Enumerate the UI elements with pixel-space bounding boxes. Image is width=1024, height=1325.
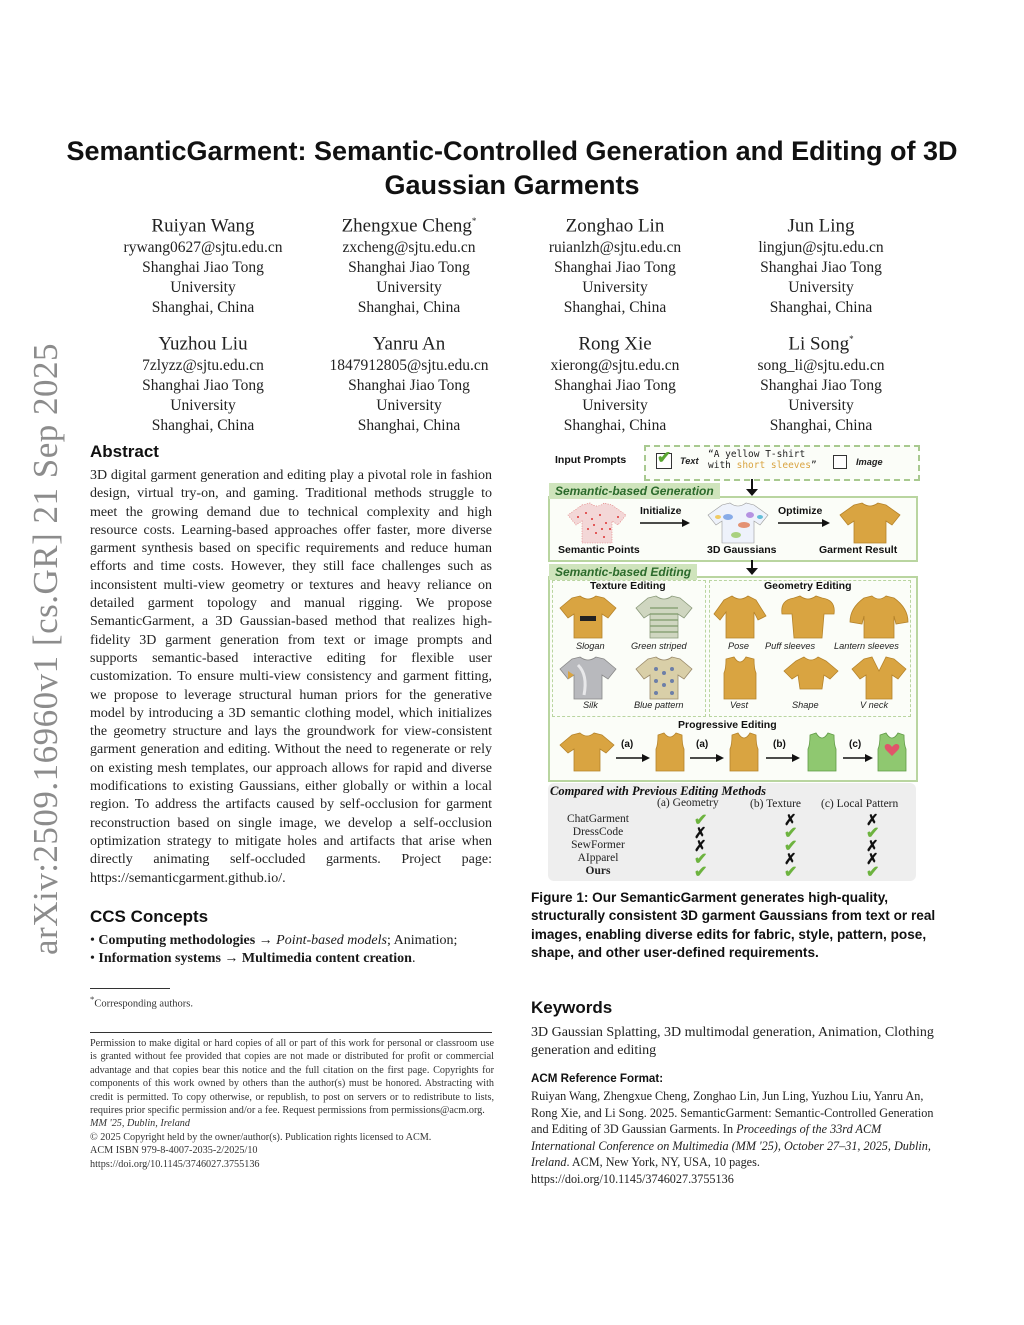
down-arrow-icon [745, 560, 759, 576]
prompt-line-2 [708, 460, 817, 471]
cross-icon: ✗ [694, 825, 707, 842]
comparison-method: ChatGarment [567, 813, 629, 825]
pose-shirt [712, 594, 768, 640]
author-block [505, 209, 725, 318]
arrow-right-icon [766, 754, 800, 762]
check-icon: ✔ [784, 838, 798, 855]
author-affiliation: Shanghai Jiao Tong [554, 259, 676, 277]
ccs-term: Information systems [98, 951, 221, 966]
ccs-term: Computing methodologies [98, 933, 256, 948]
garment-result-shirt [838, 501, 902, 545]
author-block [93, 209, 313, 318]
bullet: • [90, 933, 95, 948]
progressive-step-label: (b) [773, 739, 786, 750]
gaussians-label: 3D Gaussians [707, 544, 777, 556]
geometry-item-label: Puff sleeves [765, 641, 816, 651]
geometry-item-label: Lantern sleeves [834, 641, 899, 651]
arrow-right-icon [843, 754, 873, 762]
gaussians-shirt [706, 501, 770, 545]
venue: MM '25, Dublin, Ireland [90, 1118, 190, 1130]
author-name: Ruiyan Wang [151, 215, 255, 237]
check-icon: ✔ [866, 864, 880, 881]
progressive-shirt-1 [650, 731, 690, 773]
lantern-sleeves-shirt [848, 594, 910, 640]
doi-link[interactable]: https://doi.org/10.1145/3746027.3755136 [90, 1158, 260, 1170]
texture-item-label: Slogan [576, 641, 605, 651]
down-arrow-icon [745, 479, 759, 497]
author-affiliation: University [376, 397, 442, 415]
author-location: Shanghai, China [357, 417, 461, 435]
author-email: rywang0627@sjtu.edu.cn [123, 239, 283, 257]
isbn: ACM ISBN 979-8-4007-2035-2/2025/10 [90, 1145, 258, 1157]
author-block [711, 209, 931, 318]
comparison-method: AIpparel [577, 852, 619, 864]
bullet: • [90, 951, 95, 966]
green-striped-shirt [634, 594, 694, 640]
author-affiliation: Shanghai Jiao Tong [760, 259, 882, 277]
author-block [299, 209, 519, 318]
author-name: Zhengxue Cheng [341, 215, 472, 237]
author-block [93, 327, 313, 436]
progressive-editing-label: Progressive Editing [678, 719, 777, 731]
prompt-quote-end: ” [810, 460, 817, 471]
prompt-word: with [708, 460, 737, 471]
author-name: Yanru An [372, 333, 446, 355]
texture-item-label: Green striped [631, 641, 687, 651]
footnote [90, 994, 193, 1010]
author-affiliation: University [788, 279, 854, 297]
author-block [505, 327, 725, 436]
comparison-column-header: (b) Texture [750, 798, 802, 810]
check-icon: ✔ [694, 851, 708, 868]
cross-icon: ✗ [784, 812, 797, 829]
figure-1 [546, 443, 922, 883]
comparison-method: DressCode [572, 826, 624, 838]
author-name: Rong Xie [578, 333, 652, 355]
generation-tab: Semantic-based Generation [549, 483, 720, 499]
check-icon: ✔ [694, 812, 708, 829]
author-affiliation: Shanghai Jiao Tong [142, 259, 264, 277]
text-checkbox[interactable] [656, 448, 672, 469]
progressive-shirt-4 [872, 731, 912, 773]
author-mark: * [471, 216, 477, 226]
figure-caption: Figure 1: Our SemanticGarment generates high-quality, structurally consistent 3D garment Gaussians from text or real images, enabling diverse edits for fabric, style, pattern, pose, shape, and other user-defined requirements. [531, 890, 936, 961]
ccs-rest: . [411, 951, 416, 966]
progressive-shirt-0 [558, 731, 616, 773]
author-location: Shanghai, China [563, 417, 667, 435]
progressive-step-label: (c) [849, 739, 862, 750]
author-block [711, 327, 931, 436]
copyright: © 2025 Copyright held by the owner/author(s). Publication rights licensed to ACM. [90, 1131, 432, 1143]
footnote-rule [90, 988, 170, 989]
author-affiliation: University [170, 279, 236, 297]
author-location: Shanghai, China [563, 299, 667, 317]
author-location: Shanghai, China [151, 417, 255, 435]
blue-pattern-shirt [634, 655, 694, 701]
texture-item-label: Blue pattern [634, 700, 684, 710]
paper-title: SemanticGarment: Semantic-Controlled Generation and Editing of 3D Gaussian Garments [66, 136, 958, 200]
keywords-heading: Keywords [531, 998, 613, 1017]
arxiv-identifier-stamp: arXiv:2509.16960v1 [cs.GR] 21 Sep 2025 [26, 342, 65, 955]
editing-tab: Semantic-based Editing [549, 564, 697, 580]
comparison-column-header: (c) Local Pattern [821, 798, 899, 810]
progressive-step-label: (a) [696, 739, 709, 750]
texture-editing-label: Texture Editing [590, 580, 666, 592]
geometry-item-label: V neck [860, 700, 889, 710]
progressive-shirt-2 [724, 731, 764, 773]
author-email: song_li@sjtu.edu.cn [757, 357, 885, 375]
cross-icon: ✗ [784, 851, 797, 868]
author-email: 1847912805@sjtu.edu.cn [329, 357, 489, 375]
image-checkbox[interactable] [833, 455, 847, 469]
prompt-highlight: short sleeves [736, 460, 811, 471]
check-icon: ✔ [784, 864, 798, 881]
check-icon: ✔ [784, 825, 798, 842]
permission-block [90, 1037, 494, 1171]
text-option-label: Text [680, 456, 699, 466]
author-location: Shanghai, China [769, 299, 873, 317]
arrow-right-icon [690, 754, 724, 762]
ccs-heading: CCS Concepts [90, 907, 209, 926]
texture-item-label: Silk [583, 700, 598, 710]
prompt-text [708, 449, 817, 471]
author-email: xierong@sjtu.edu.cn [550, 357, 680, 375]
progressive-step-label: (a) [621, 739, 634, 750]
author-affiliation: University [170, 397, 236, 415]
ccs-subterm: Multimedia content creation [241, 951, 412, 966]
author-name: Jun Ling [787, 215, 855, 237]
author-affiliation: University [788, 397, 854, 415]
cross-icon: ✗ [866, 851, 879, 868]
geometry-editing-label: Geometry Editing [764, 580, 852, 592]
vest-shirt [718, 655, 762, 701]
prompt-line-1: “A yellow T-shirt [708, 449, 806, 460]
acm-reference-venue: Proceedings of the 33rd ACM International Conference on Multimedia (MM '25), October 27–31, 2025, Dublin, Ireland [531, 1122, 931, 1170]
image-option-label: Image [856, 457, 883, 467]
author-affiliation: Shanghai Jiao Tong [348, 259, 470, 277]
cross-icon: ✗ [866, 812, 879, 829]
author-affiliation: Shanghai Jiao Tong [554, 377, 676, 395]
author-name: Li Song [788, 333, 850, 355]
v-neck-shirt [850, 655, 908, 701]
author-email: zxcheng@sjtu.edu.cn [342, 239, 476, 257]
ccs-line-2 [90, 950, 500, 968]
author-location: Shanghai, China [357, 299, 461, 317]
author-affiliation: University [582, 397, 648, 415]
check-icon: ✔ [866, 825, 880, 842]
author-affiliation: Shanghai Jiao Tong [348, 377, 470, 395]
permission-rule [90, 1032, 492, 1033]
author-email: 7zlyzz@sjtu.edu.cn [142, 357, 264, 375]
acm-reference-tail: . ACM, New York, NY, USA, 10 pages. https://doi.org/10.1145/3746027.3755136 [531, 1155, 760, 1186]
acm-reference-authors: Ruiyan Wang, Zhengxue Cheng, Zonghao Lin, Jun Ling, Yuzhou Liu, Yanru An, Rong Xie, and Li Song. 2025. SemanticGarment: Semantic-Controlled Generation and Editing of 3D Gaussian Garments. In [531, 1089, 934, 1137]
puff-sleeves-shirt [778, 594, 838, 640]
author-affiliation: University [376, 279, 442, 297]
permission-text: Permission to make digital or hard copies of all or part of this work for personal or classroom use is granted without fee provided that copies are not made or distributed for profit or commercial advantage and that copies bear this notice and the full citation on the first page. Copyrights for components of this work owned by others than the author(s) must be honored. Abstracting with credit is permitted. To copy otherwise, or republish, to post on servers or to redistribute to lists, requires prior specific permission and/or a fee. Request permissions from permissions@acm.org. [90, 1038, 494, 1117]
author-name: Zonghao Lin [565, 215, 665, 237]
cross-icon: ✗ [694, 838, 707, 855]
ccs-arrow: → [255, 933, 277, 948]
geometry-item-label: Shape [792, 700, 819, 710]
input-prompts-label: Input Prompts [555, 454, 627, 466]
comparison-column-header: (a) Geometry [657, 797, 719, 809]
ccs-arrow: → [220, 951, 242, 966]
keywords-text: 3D Gaussian Splatting, 3D multimodal generation, Animation, Clothing generation and editing [531, 1025, 934, 1058]
check-icon: ✔ [694, 864, 708, 881]
shape-shirt [782, 655, 840, 701]
ccs-subterm: Point-based models [276, 933, 387, 948]
author-location: Shanghai, China [151, 299, 255, 317]
slogan-shirt [558, 594, 618, 640]
garment-result-label: Garment Result [819, 544, 898, 556]
author-mark: * [849, 334, 854, 344]
footnote-text: Corresponding authors. [94, 998, 193, 1010]
abstract-heading: Abstract [90, 442, 159, 461]
optimize-label: Optimize [778, 505, 823, 517]
author-email: ruianlzh@sjtu.edu.cn [548, 239, 682, 257]
comparison-method: SewFormer [571, 839, 625, 851]
author-block [299, 327, 519, 436]
arrow-right-icon [616, 754, 650, 762]
geometry-item-label: Vest [730, 700, 749, 710]
author-affiliation: Shanghai Jiao Tong [142, 377, 264, 395]
check-icon: ✔ [657, 448, 672, 467]
abstract-text: 3D digital garment generation and editing play a pivotal role in fashion design, virtual try-on, and gaming. Traditional methods struggle to meet the growing demand due to technical complexity and high resource costs. Learning-based approaches offer faster, more diverse garment synthesis based on specific requirements and reduce human efforts and time costs. However, they still face challenges such as inconsistent multi-view geometry or textures and heavy reliance on detailed garment topology and manual rigging. We propose SemanticGarment, a 3D Gaussian-based method that realizes high-fidelity 3D garment generation from text or image prompts and supports semantic-based interactive editing for flexible user customization. To ensure multi-view consistency and garment fitting, we propose to leverage structural human priors for the generative model by introducing a 3D semantic clothing model, which initializes the geometry structure and lays the groundwork for view-consistent garment generation and editing. Without the need to regenerate or rely on existing mesh templates, our approach allows for rapid and diverse modifications to existing Gaussians, either globally or within a local region. To address the artifacts caused by self-occlusion for garment reconstruction based on single image, we develop a self-occlusion optimization strategy to mitigate holes and artifacts that arise when directly animating self-occluded garments. Project page: https://semanticgarment.github.io/. [90, 468, 492, 886]
ccs-line-1 [90, 932, 500, 950]
author-affiliation: Shanghai Jiao Tong [760, 377, 882, 395]
cross-icon: ✗ [866, 838, 879, 855]
comparison-method: Ours [585, 865, 611, 877]
ccs-rest: ; Animation; [386, 933, 458, 948]
semantic-points-shirt [566, 501, 628, 545]
comparison-title: Compared with Previous Editing Methods [550, 784, 767, 798]
author-name: Yuzhou Liu [158, 333, 248, 355]
arrow-right-icon [640, 519, 690, 527]
arrow-right-icon [778, 519, 830, 527]
semantic-points-label: Semantic Points [558, 544, 640, 556]
progressive-shirt-3 [802, 731, 842, 773]
geometry-item-label: Pose [728, 641, 749, 651]
footnote-mark: * [90, 994, 95, 1004]
author-email: lingjun@sjtu.edu.cn [758, 239, 884, 257]
silk-shirt [558, 655, 618, 701]
author-affiliation: University [582, 279, 648, 297]
author-location: Shanghai, China [769, 417, 873, 435]
acm-reference-text [531, 1088, 937, 1188]
initialize-label: Initialize [640, 505, 682, 517]
acm-reference-heading: ACM Reference Format: [531, 1072, 664, 1085]
